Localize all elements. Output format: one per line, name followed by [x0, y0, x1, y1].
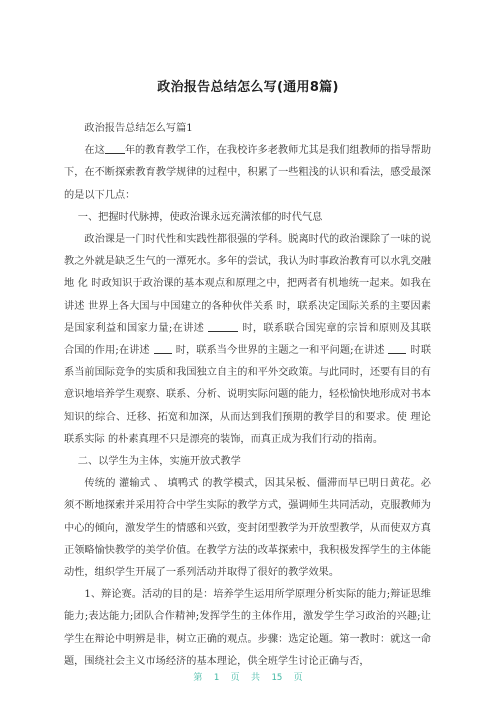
page-footer: 第 1 页 共 15 页 — [193, 673, 303, 683]
heading-one: 一、把握时代脉搏，使政治课永远充满浓郁的时代气息 — [77, 211, 323, 223]
document-body — [64, 118, 431, 673]
paragraph-intro: 在这 年的教育教学工作，在我校许多老教师尤其是我们组教师的指导帮助下，在不断探索教育教学规律的过程中，积累了一些粗浅的认识和看法，感受最深的是以下几点： — [64, 140, 431, 207]
paragraph-open-teaching: 传统的 灌输式 、 填鸭式 的教学模式，因其呆板、僵滞而早已明日黄花。必须不断地探索并采用符合中学生实际的教学方式，强调师生共同活动，克服教师为中心的倾向，激发学生的情感和兴致，变封闭型教学为开放型教学，从而使双方真正领略愉快教学的美学价值。在教学方法的改革探索中，我积极发挥学生的主体能动性，组织学生开展了一系列活动并取得了很好的教学效果。 — [64, 478, 431, 579]
section-subtitle: 政治报告总结怎么写篇1 — [84, 123, 193, 134]
blank-underline — [105, 142, 125, 154]
paragraph-debate: 1、辩论赛。活动的目的是：培养学生运用所学原理分析实际的能力;辩证思维能力;表达能力;团队合作精神;发挥学生的主体作用，激发学生学习政治的兴趣;让学生在辩论中明辨是非，树立正确的观点。步骤：选定论题。第一教时：就这一命题，围绕社会主义市场经济的基本理论，供全班学生讨论正确与否， — [64, 589, 431, 667]
document-title: 政治报告总结怎么写(通用8篇) — [157, 80, 339, 95]
blank-underline — [388, 342, 406, 354]
blank-underline — [208, 320, 238, 332]
heading-two: 二、以学生为主体，实施开放式教学 — [77, 456, 241, 468]
blank-underline — [154, 342, 172, 354]
paragraph-times: 政治课是一门时代性和实践性都很强的学科。脱离时代的政治课除了一味的说教之外就是缺乏生气的一潭死水。多年的尝试，我认为时事政治教育可以水乳交融地 化 时政知识于政治课的基本观点和原理之中，把两者有机地统一起来。如我在讲述 世界上各大国与中国建立的各种伙伴关系 时，联系决定国际关系的主要因素是国家利益和国家力量;在讲述 时，联系联合国宪章的宗旨和原则及其联合国的作用;在讲述 时，联系当今世界的主题之一和平问题;在讲述 时联系当前国际竞争的实质和我国独立自主的和平外交政策。与此同时，还要有目的有意识地培养学生观察、联系、分析、说明实际问题的能力，轻松愉快地形成对书本知识的综合、迁移、拓宽和加深，从而达到我们预期的教学目的和要求。使 理论联系实际 的朴素真理不只是漂亮的装饰，而真正成为我们行动的指南。 — [64, 234, 432, 445]
